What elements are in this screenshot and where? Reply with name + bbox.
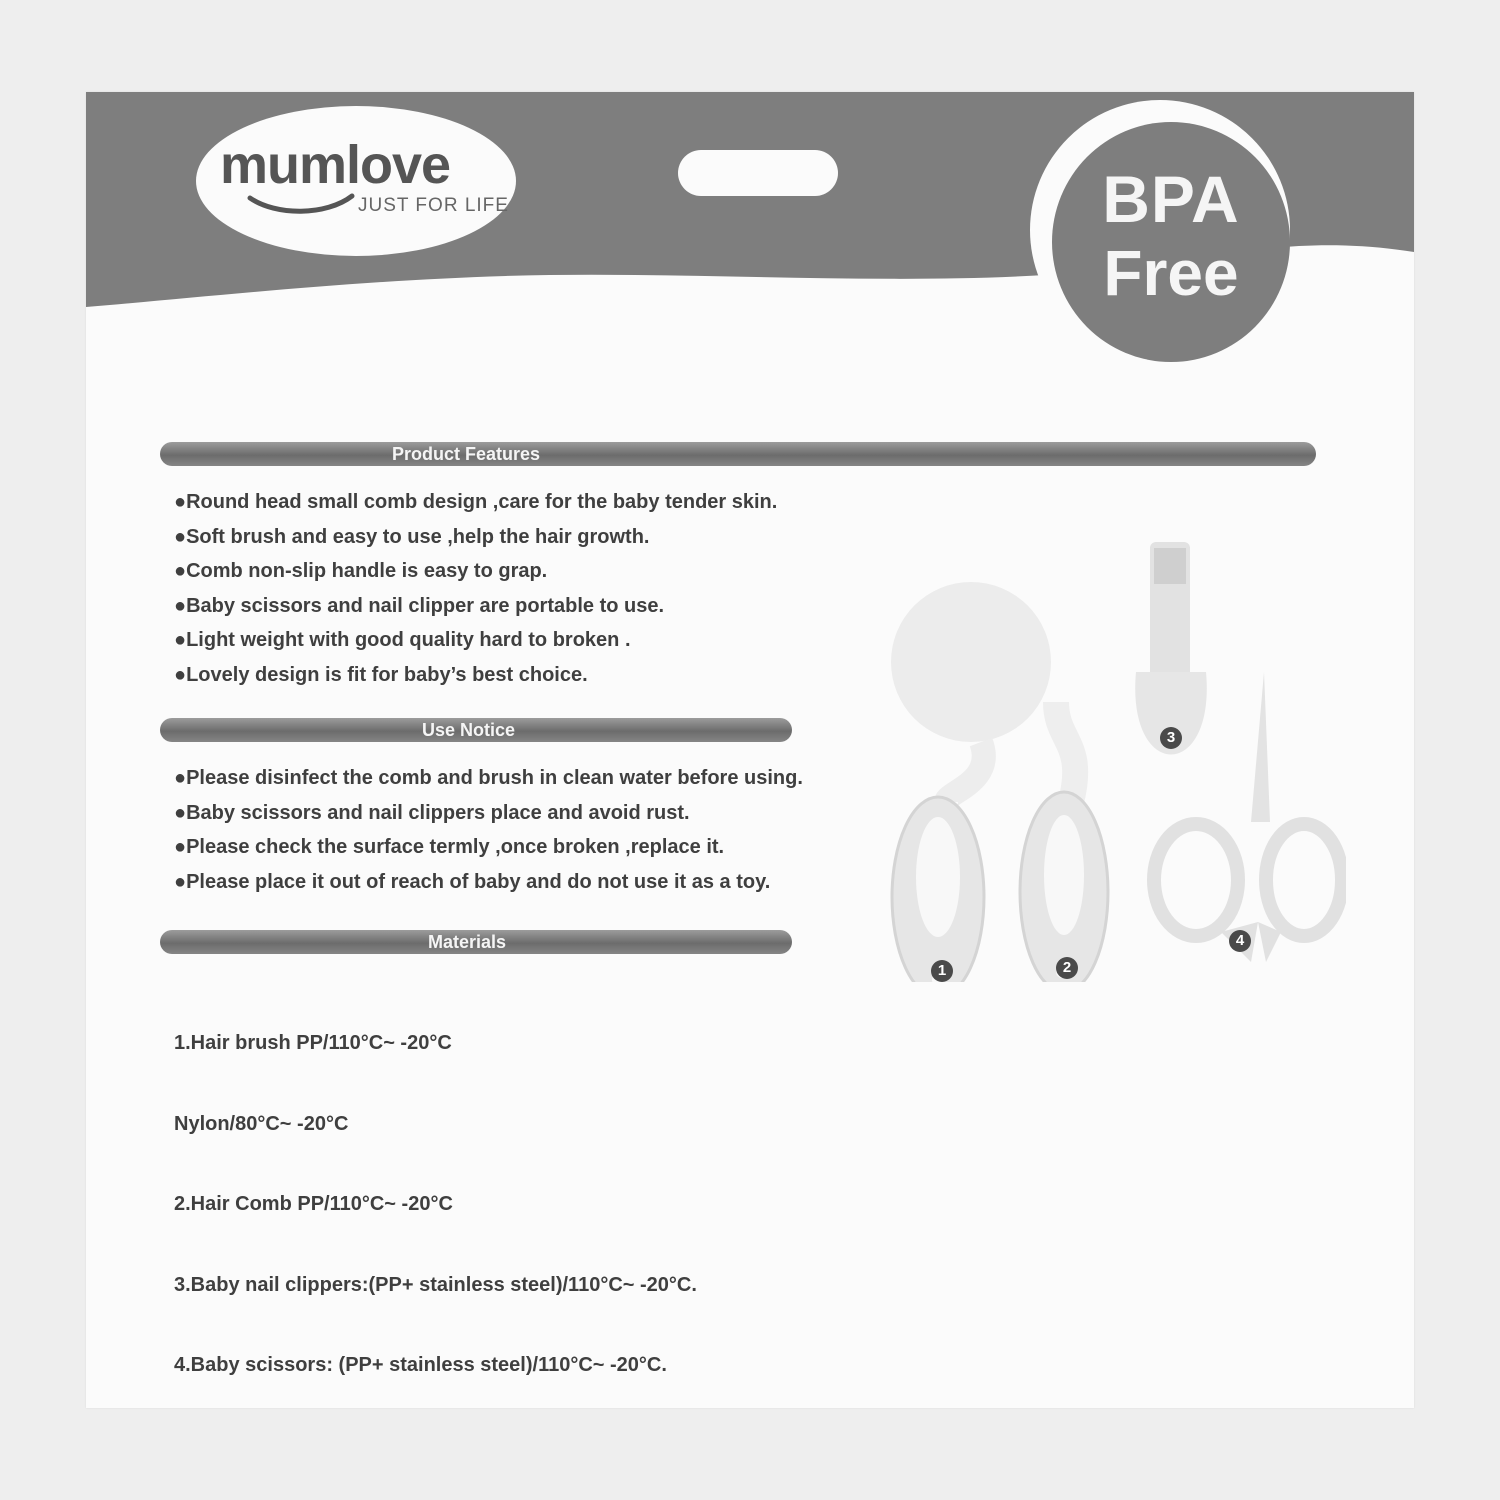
notice-item: ●Please check the surface termly ,once broken ,replace it. [174,836,725,858]
brand-tagline: JUST FOR LIFE [358,195,509,216]
features-title: Product Features [392,444,541,464]
features-bar [160,442,1316,466]
feature-item: ●Light weight with good quality hard to broken . [174,629,631,651]
material-item: 3.Baby nail clippers:(PP+ stainless steel)/110°C~ -20°C. [174,1273,697,1296]
features-list [174,485,777,692]
material-item: Nylon/80°C~ -20°C [174,1112,349,1135]
feature-item: ●Round head small comb design ,care for the baby tender skin. [174,491,778,513]
notice-list [174,761,803,899]
notice-title: Use Notice [422,720,516,740]
product-illustrations [886,542,1346,982]
feature-item: ●Baby scissors and nail clipper are portable to use. [174,594,665,617]
product-number-badge: 1 [931,960,953,982]
material-item: 2.Hair Comb PP/110°C~ -20°C [174,1193,453,1215]
package-back [86,92,1414,1408]
product-number-badge: 4 [1229,930,1251,952]
nail-clipper-icon [1135,542,1207,755]
bpa-line2: Free [1103,237,1239,309]
notice-item: ●Please disinfect the comb and brush in clean water before using. [174,767,803,789]
notice-item: ●Please place it out of reach of baby and do not use it as a toy. [174,870,771,893]
material-item: 1.Hair brush PP/110°C~ -20°C [174,1032,452,1054]
bpa-line1: BPA [1102,162,1240,236]
notice-item: ●Baby scissors and nail clippers place and avoid rust. [174,801,690,824]
brand-name: mumlove [220,135,451,195]
notice-bar [160,718,792,742]
hang-hole [678,150,838,196]
product-number-badge: 2 [1056,957,1078,979]
feature-item: ●Comb non-slip handle is easy to grap. [174,560,548,582]
feature-item: ●Soft brush and easy to use ,help the hair growth. [174,525,650,548]
product-number-badge: 3 [1160,727,1182,749]
materials-bar [160,930,792,954]
materials-title: Materials [428,932,507,952]
feature-item: ●Lovely design is fit for baby’s best choice. [174,663,588,686]
smile-icon [246,192,356,216]
hair-comb-icon [1020,702,1108,982]
bpa-badge-text [1052,162,1290,310]
material-item: 4.Baby scissors: (PP+ stainless steel)/110°C~ -20°C. [174,1354,667,1376]
materials-list [174,980,697,1408]
